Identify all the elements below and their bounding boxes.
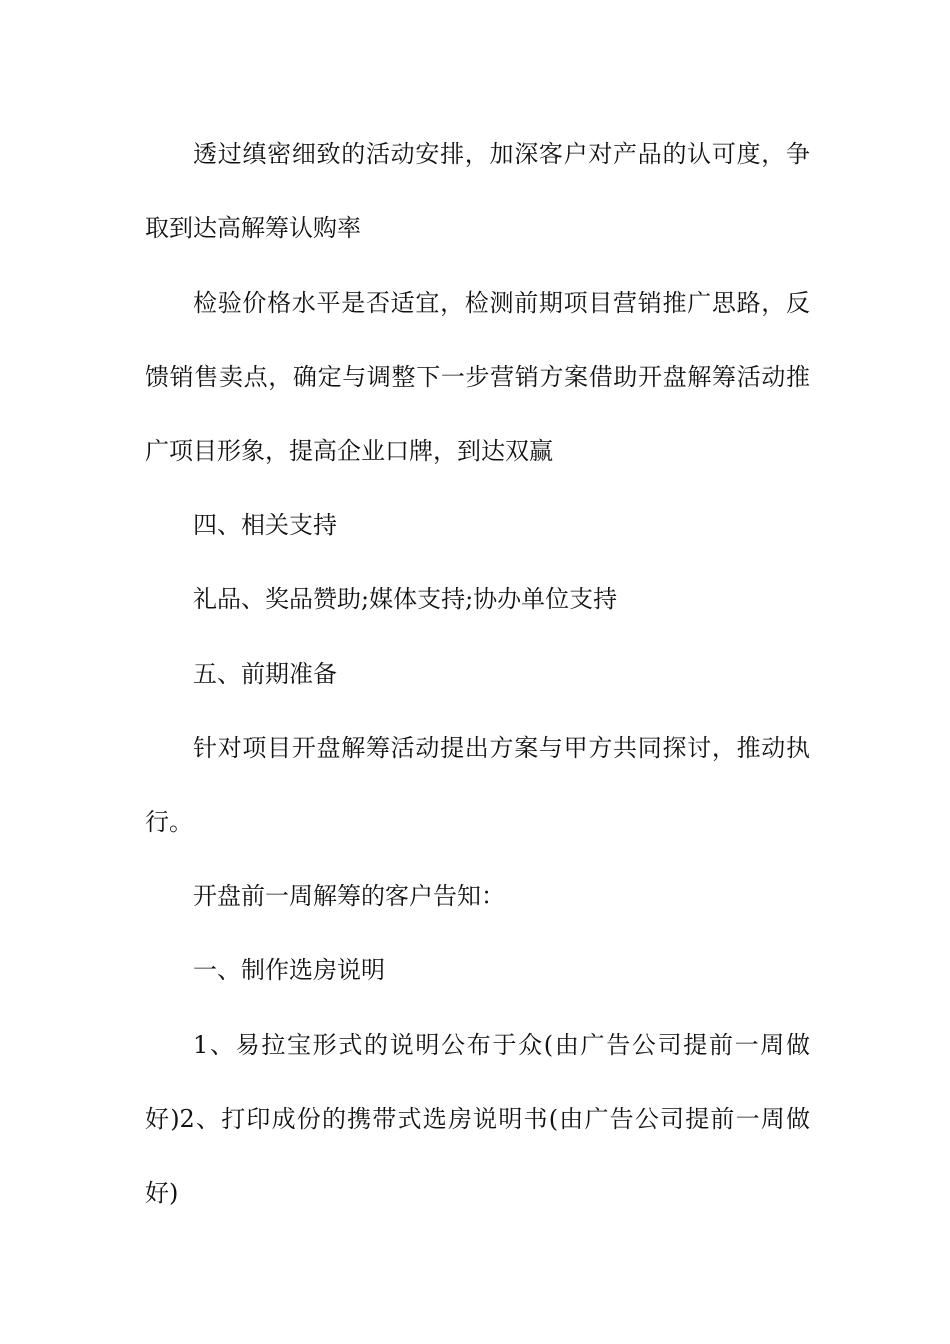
paragraph-line: 礼品、奖品赞助;媒体支持;协办单位支持 bbox=[193, 585, 618, 613]
section-heading: 四、相关支持 bbox=[193, 511, 337, 539]
paragraph-line: 好)2、打印成份的携带式选房说明书(由广告公司提前一周做 bbox=[145, 1105, 810, 1133]
paragraph-line: 馈销售卖点，确定与调整下一步营销方案借助开盘解筹活动推 bbox=[145, 363, 810, 391]
paragraph-line: 好) bbox=[145, 1179, 179, 1207]
paragraph-line: 针对项目开盘解筹活动提出方案与甲方共同探讨，推动执 bbox=[193, 734, 810, 762]
paragraph-line: 1、易拉宝形式的说明公布于众(由广告公司提前一周做 bbox=[193, 1031, 810, 1059]
paragraph-line: 开盘前一周解筹的客户告知： bbox=[193, 882, 505, 910]
section-heading: 五、前期准备 bbox=[193, 660, 337, 688]
paragraph-line: 广项目形象，提高企业口牌，到达双赢 bbox=[145, 437, 553, 465]
paragraph-line: 透过缜密细致的活动安排，加深客户对产品的认可度，争 bbox=[193, 140, 810, 168]
paragraph-line: 检验价格水平是否适宜，检测前期项目营销推广思路，反 bbox=[193, 289, 810, 317]
section-heading: 一、制作选房说明 bbox=[193, 956, 385, 984]
paragraph-line: 取到达高解筹认购率 bbox=[145, 214, 361, 242]
paragraph-line: 行。 bbox=[145, 808, 193, 836]
